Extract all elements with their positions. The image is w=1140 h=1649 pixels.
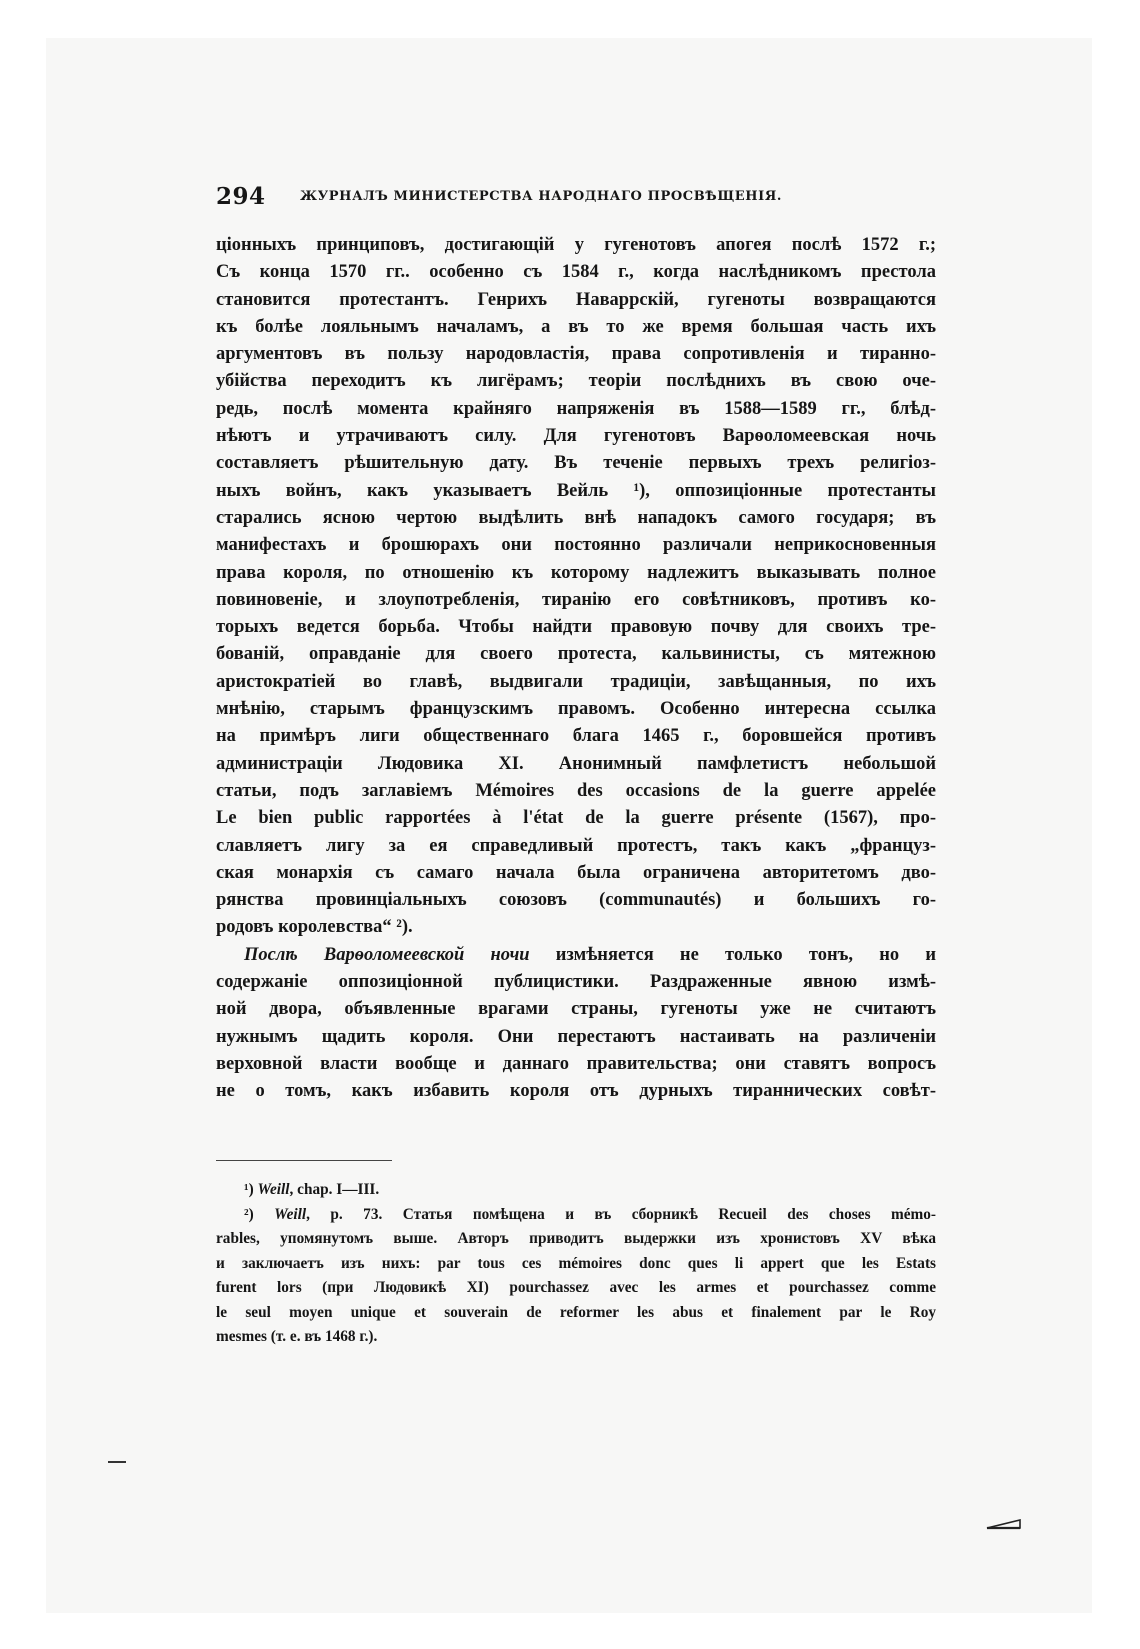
- text-line: аргументовъ въ пользу народовластія, права сопротивленія и тиранно-: [216, 344, 936, 365]
- body-text: [216, 232, 936, 1106]
- footnote-author: Weill: [257, 1181, 290, 1198]
- footnote-author: Weill: [274, 1205, 307, 1223]
- paragraph-1: [216, 232, 936, 942]
- footnote-divider: [216, 1160, 392, 1161]
- footnote-marker: ¹): [244, 1181, 258, 1198]
- text-line: на примѣръ лиги общественнаго блага 1465 г., боровшейся противъ: [216, 726, 936, 747]
- text-line: ныхъ войнъ, какъ указываетъ Вейль ¹), оппозиціонные протестанты: [216, 480, 936, 501]
- footnote-1: [216, 1178, 936, 1203]
- text-line: rables, упомянутомъ выше. Авторъ приводитъ выдержки изъ хронистовъ XV вѣка: [216, 1230, 936, 1247]
- text-line: ціонныхъ принциповъ, достигающій у гугенотовъ апогея послѣ 1572 г.;: [216, 235, 936, 255]
- page-curl-mark: [986, 1516, 1022, 1530]
- text-line: Le bien public rapportées à l'état de la guerre présente (1567), про-: [216, 808, 936, 829]
- text-line: родовъ королевства“ ²).: [216, 917, 413, 938]
- text-line: le seul moyen unique et souverain de reformer les abus et finalement par le Roy: [216, 1303, 936, 1321]
- text-line: ская монархія съ самаго начала была ограничена авторитетомъ дво-: [216, 862, 936, 883]
- text-line: статьи, подъ заглавіемъ Mémoires des occasions de la guerre appelée: [216, 780, 936, 801]
- text-line: манифестахъ и брошюрахъ они постоянно различали неприкосновенныя: [216, 535, 936, 556]
- text-line: къ болѣе лояльнымъ началамъ, а въ то же время большая часть ихъ: [216, 316, 936, 337]
- footnote-text: , p. 73. Статья помѣщена и въ сборникѣ Recueil des choses mémo-: [306, 1205, 936, 1223]
- text-line: становится протестантъ. Генрихъ Наваррскій, гугеноты возвращаются: [216, 289, 936, 310]
- text-line: повиновеніе, и злоупотребленія, тиранію его совѣтниковъ, противъ ко-: [216, 589, 936, 610]
- text-line: славляетъ лигу за ея справедливый протестъ, такъ какъ „француз-: [216, 835, 936, 856]
- text-line: составляетъ рѣшительную дату. Въ теченіе первыхъ трехъ религіоз-: [216, 453, 936, 474]
- paragraph-2: [216, 942, 936, 1106]
- page-number: 294: [216, 183, 266, 210]
- text-line: [216, 942, 936, 969]
- text-line: ной двора, объявленные врагами страны, гугеноты уже не считаютъ: [216, 999, 936, 1020]
- text-line: не о томъ, какъ избавить короля отъ дурныхъ тираннических совѣт-: [216, 1081, 936, 1102]
- page-header: [216, 183, 936, 217]
- text-line: нѣютъ и утрачиваютъ силу. Для гугенотовъ Варѳоломеевская ночь: [216, 426, 936, 447]
- footnotes: [216, 1178, 936, 1350]
- running-head: ЖУРНАЛЪ МИНИСТЕРСТВА НАРОДНАГО ПРОСВѢЩЕНІЯ.: [300, 189, 783, 204]
- text-line: мнѣнію, старымъ французскимъ правомъ. Особенно интересна ссылка: [216, 699, 936, 720]
- text-line: верховной власти вообще и даннаго правительства; они ставятъ вопросъ: [216, 1053, 936, 1074]
- footnote-2: [216, 1203, 936, 1350]
- text-line: [216, 1203, 936, 1228]
- text-line: убійства переходитъ къ лигёрамъ; теоріи послѣднихъ въ свою оче-: [216, 371, 936, 392]
- text-line: mesmes (т. е. въ 1468 г.).: [216, 1328, 378, 1345]
- text-line: содержаніе оппозиціонной публицистики. Раздраженные явною измѣ-: [216, 972, 936, 993]
- text-line: Съ конца 1570 гг.. особенно съ 1584 г., когда наслѣдникомъ престола: [216, 262, 936, 283]
- text-line: furent lors (при Людовикѣ XI) pourchassez avec les armes et pourchassez comme: [216, 1279, 936, 1296]
- text-line: администраціи Людовика XI. Анонимный памфлетистъ небольшой: [216, 753, 936, 774]
- text-line: нужнымъ щадить короля. Они перестаютъ настаивать на различеніи: [216, 1026, 936, 1047]
- text-line: старались ясною чертою выдѣлить внѣ нападокъ самого государя; въ: [216, 507, 936, 528]
- text-line: бованій, оправданіе для своего протеста, кальвинисты, съ мятежною: [216, 644, 936, 665]
- margin-dash-mark: [108, 1461, 126, 1463]
- footnote-marker: ²): [244, 1205, 275, 1223]
- text-line: аристократіей во главѣ, выдвигали традиціи, завѣщанныя, по ихъ: [216, 671, 936, 692]
- italic-phrase: Послѣ Варѳоломеевской ночи: [244, 944, 530, 965]
- text-fragment: измѣняется не только тонъ, но и: [529, 944, 936, 965]
- text-line: торыхъ ведется борьба. Чтобы найдти правовую почву для своихъ тре-: [216, 617, 936, 638]
- text-line: рянства провинціальныхъ союзовъ (communautés) и большихъ го-: [216, 890, 936, 911]
- text-line: права короля, по отношенію къ которому надлежитъ выказывать полное: [216, 562, 936, 583]
- text-line: редь, послѣ момента крайняго напряженія въ 1588—1589 гг., блѣд-: [216, 398, 936, 419]
- footnote-text: , chap. I—III.: [289, 1181, 380, 1198]
- text-line: и заключаетъ изъ нихъ: par tous ces mémoires donc ques li appert que les Estats: [216, 1254, 936, 1272]
